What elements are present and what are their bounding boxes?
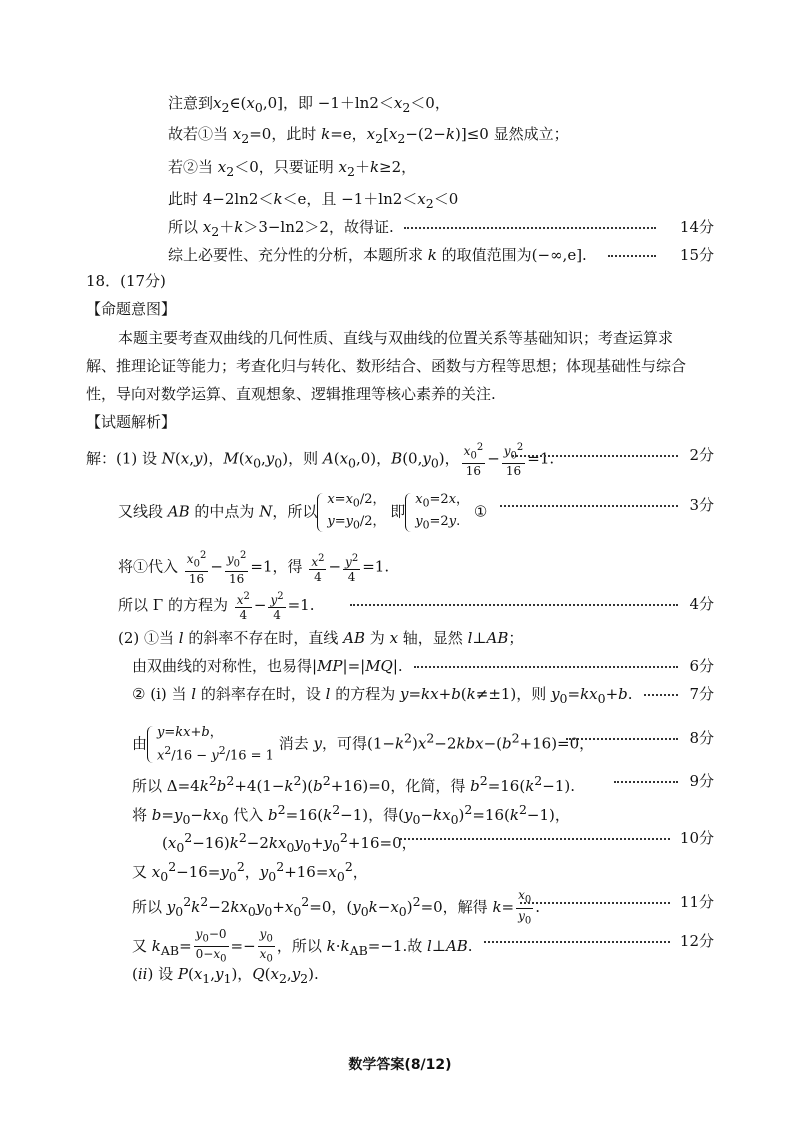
- score-mark: 2分: [689, 446, 714, 464]
- solution-line: 此时 4−2ln2＜k＜e，且 $-1+\ln 2<x_2<0$: [168, 190, 459, 211]
- score-mark: 8分: [689, 729, 714, 747]
- solution-line: 又 $k_{AB}=$ $\frac{y_0-0}{0-x_0}$ =− $\frac{y_0}{x_0}$ ，所以 $k\cdot k_{AB}=-1$.故 l⊥AB. 12分: [132, 927, 714, 965]
- solution-line: 所以 $y_0^2k^2-2kx_0y_0+x_0^2=0$，$(y_0k-x_0)^2=0$，解得 k= $\frac{x_0}{y_0}$ . 11分: [132, 888, 714, 926]
- score-mark: 11分: [679, 893, 714, 911]
- section-heading: 【试题解析】: [86, 413, 177, 431]
- solution-line: (ii) 设 $P(x_1,y_1)$，$Q(x_2,y_2)$.: [132, 965, 319, 986]
- solution-line: (2) ①当 l 的斜率不存在时，直线 AB 为 x 轴，显然 l⊥AB；: [118, 629, 524, 647]
- score-mark: 14分: [679, 218, 714, 236]
- score-mark: 12分: [679, 932, 714, 950]
- score-mark: 3分: [689, 496, 714, 514]
- solution-line: 所以 Γ 的方程为 $\frac{x^2}{4}$ − $\frac{y^2}{4}$ =1. 4分: [118, 591, 714, 622]
- solution-line: 所以 $\Delta=4k^2b^2+4(1-k^2)(b^2+16)=0$，化简，得 $b^2=16(k^2-1)$. 9分: [0, 767, 800, 795]
- score-mark: 7分: [689, 685, 714, 703]
- solution-line: 将①代入 $\frac{x_0^2}{16}$ − $\frac{y_0^2}{16}$ =1，得 $\frac{x^2}{4}$ − $\frac{y^2}{4}$ =1.: [118, 550, 390, 587]
- score-mark: 15分: [679, 246, 714, 264]
- solution-line: 注意到$x_2\in(x_0,0]$，即 $-1+\ln 2<x_2<0$，: [168, 94, 450, 115]
- section-heading: 【命题意图】: [86, 300, 177, 318]
- paragraph-line: 解、推理论证等能力；考查化归与转化、数形结合、函数与方程等思想；体现基础性与综合: [86, 357, 687, 375]
- paragraph-line: 本题主要考查双曲线的几何性质、直线与双曲线的位置关系等基础知识；考查运算求: [118, 329, 674, 347]
- solution-line: 综上必要性、充分性的分析，本题所求 k 的取值范围为(−∞,e]. 15分: [0, 241, 800, 269]
- solution-line: 又线段 AB 的中点为 N，所以 $x=x_0/2$， $y=y_0/2$， 即 $x_0=2x$， $y_0=2y$. ① 3分: [0, 491, 800, 519]
- paragraph-line: 性，导向对数学运算、直观想象、逻辑推理等核心素养的关注.: [86, 385, 496, 403]
- question-number: 18．(17分): [86, 272, 166, 290]
- score-mark: 10分: [679, 829, 714, 847]
- solution-line: ② (i) 当 l 的斜率存在时，设 l 的方程为 y=kx+b(k≠±1)，则 $y_0=kx_0+b$. 7分: [0, 680, 800, 708]
- solution-line: 所以 $x_2+k>3-\ln 2>2$，故得证. 14分: [0, 213, 800, 241]
- solution-line: 解：(1) 设 N(x,y)，$M(x_0,y_0)$，则 $A(x_0,0)$，$B(0,y_0)$， $\frac{x_0^2}{16}$ − $\frac{y_0^2}{16}$ =1. 2分: [86, 442, 714, 479]
- score-mark: 9分: [689, 772, 714, 790]
- solution-line: 由双曲线的对称性，也易得|MP|=|MQ|. 6分: [0, 652, 800, 680]
- solution-line: 又 $x_0^2-16=y_0^2$，$y_0^2+16=x_0^2$，: [132, 859, 368, 884]
- solution-line: 由 y=kx+b， $x^2/16 - y^2/16 = 1$ 消去 y，可得$(1-k^2)x^2-2kbx-(b^2+16)=0$， 8分: [132, 725, 714, 764]
- solution-line: 故若①当 $x_2=0$，此时 k=e，$x_2[x_2-(2-k)]\le 0$ 显然成立；: [168, 125, 569, 146]
- solution-line: 将 $b=y_0-kx_0$ 代入 $b^2=16(k^2-1)$，得$(y_0-kx_0)^2=16(k^2-1)$，: [132, 802, 570, 827]
- score-mark: 4分: [689, 595, 714, 613]
- solution-line: $(x_0^2-16)k^2-2kx_0y_0+y_0^2+16=0$， 10分: [0, 824, 800, 852]
- solution-line: 若②当 $x_2<0$，只要证明 $x_2+k\ge 2$，: [168, 158, 417, 179]
- score-mark: 6分: [689, 657, 714, 675]
- page-footer: 数学答案(8/12): [348, 1057, 452, 1073]
